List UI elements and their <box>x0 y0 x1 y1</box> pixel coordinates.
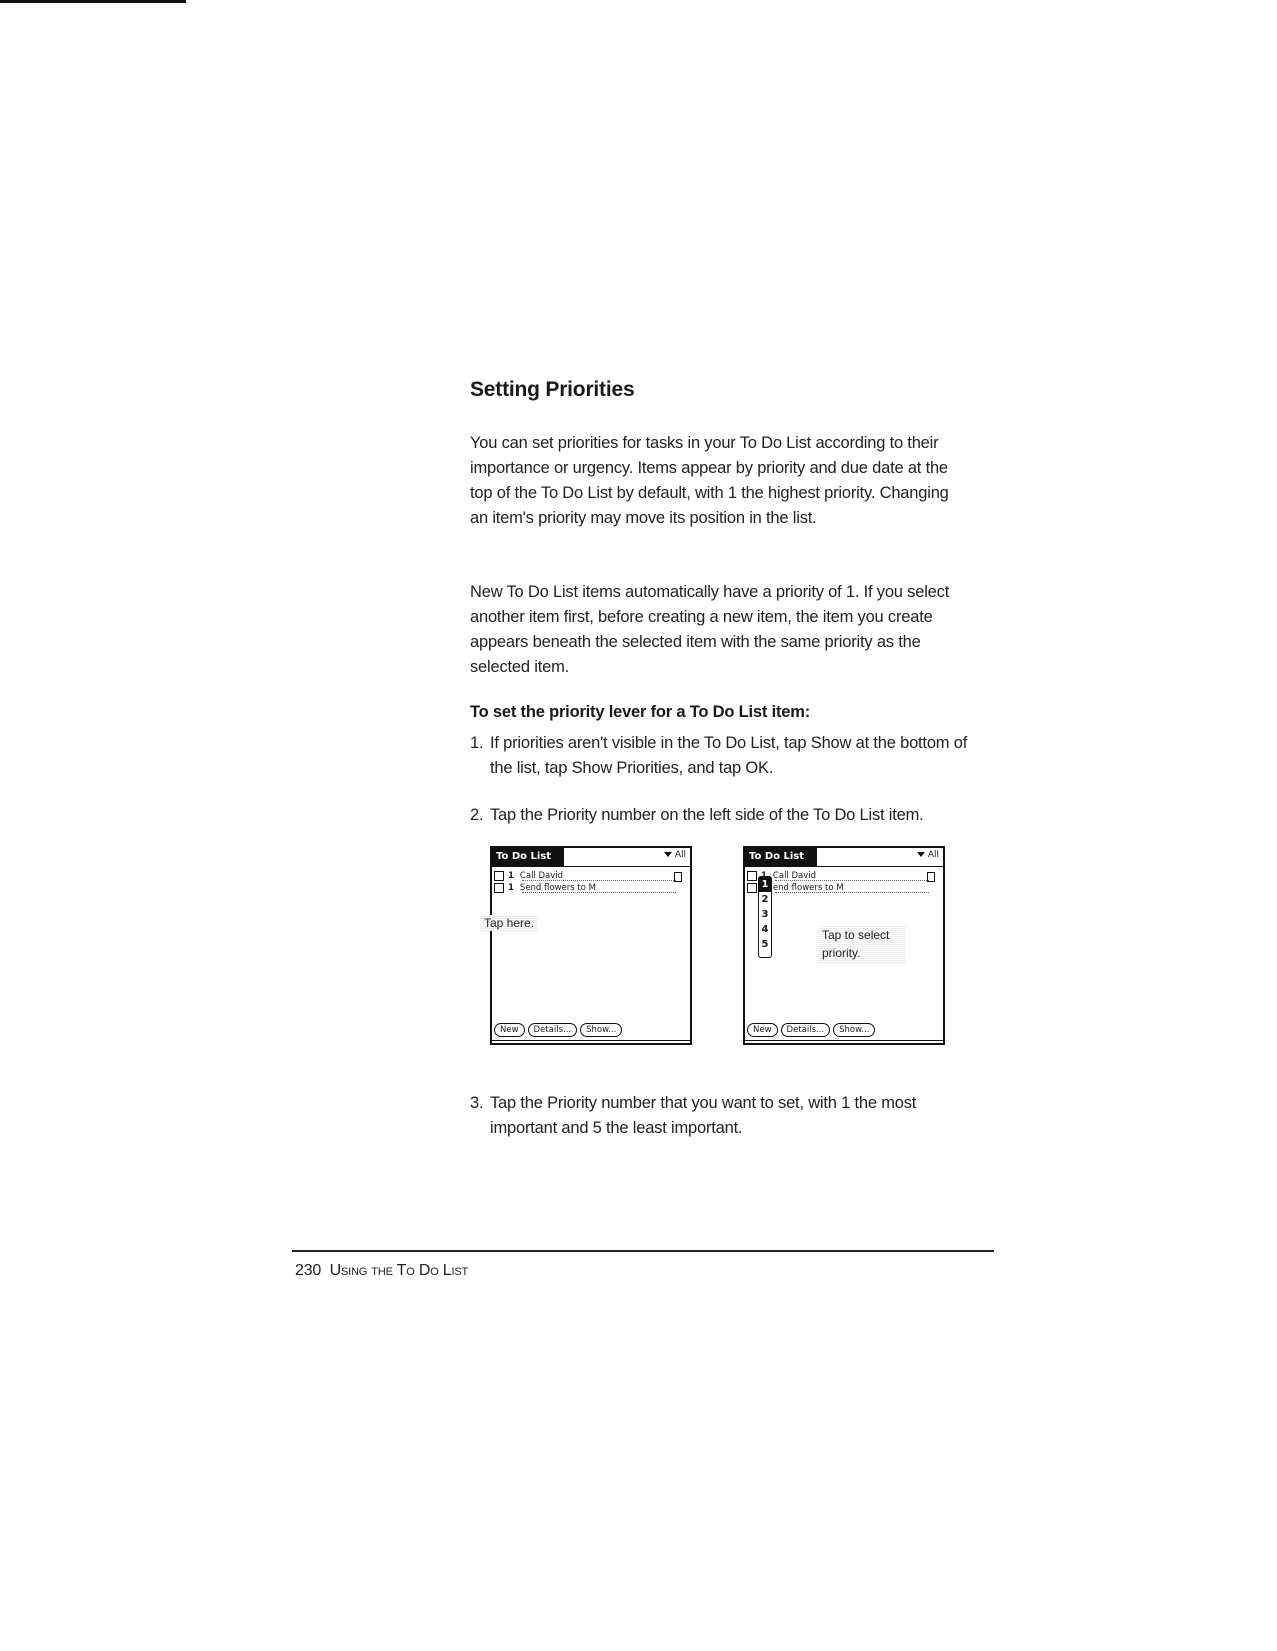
priority-option[interactable]: 1 <box>759 877 771 892</box>
procedure-heading: To set the priority lever for a To Do List item: <box>470 703 811 721</box>
section-heading: Setting Priorities <box>470 378 635 401</box>
footer-rule <box>292 1250 994 1252</box>
select-priority-callout: Tap to select priority. <box>818 925 906 963</box>
title-bar <box>492 848 690 867</box>
category-label: All <box>927 850 939 860</box>
app-title: To Do List <box>492 848 564 866</box>
button-bar <box>494 1017 625 1037</box>
show-button[interactable]: Show... <box>580 1023 622 1037</box>
dropdown-triangle-icon <box>917 852 925 857</box>
bottom-line <box>745 1040 943 1041</box>
item-text: Send flowers to M <box>519 883 596 893</box>
step-number: 2. <box>470 806 484 824</box>
list-item[interactable] <box>747 882 937 894</box>
title-bar <box>745 848 943 867</box>
app-title: To Do List <box>745 848 817 866</box>
tap-here-callout: Tap here. <box>480 915 538 931</box>
item-text: Call David <box>519 871 564 881</box>
intro-paragraph: You can set priorities for tasks in your To Do List according to their importance or urgency. Items appear by priority and due date at the top of the To Do List by default, with 1 the highest priority. Changing an item's priority may move its position in the list. <box>470 434 949 527</box>
dotted-rule <box>522 892 676 893</box>
step-1 <box>470 731 970 781</box>
button-bar <box>747 1017 878 1037</box>
checkbox[interactable] <box>747 883 757 893</box>
priority-number[interactable]: 1 <box>508 883 514 893</box>
step-number: 1. <box>470 734 484 752</box>
step-text: Tap the Priority number on the left side of the To Do List item. <box>490 806 924 824</box>
chapter-title: Using the To Do List <box>329 1262 469 1279</box>
details-button[interactable]: Details... <box>781 1023 831 1037</box>
dotted-rule <box>522 880 676 881</box>
priority-popup-list[interactable] <box>758 876 772 958</box>
step-3 <box>470 1091 970 1141</box>
priority-number[interactable]: 1 <box>508 871 514 881</box>
dotted-rule <box>775 880 929 881</box>
top-rule <box>0 0 186 3</box>
step-2 <box>470 803 970 828</box>
details-button[interactable]: Details... <box>528 1023 578 1037</box>
new-button[interactable]: New <box>494 1023 525 1037</box>
list-item[interactable] <box>494 870 684 882</box>
category-picker[interactable] <box>664 850 686 860</box>
priority-option[interactable]: 4 <box>761 924 769 935</box>
page-footer <box>295 1262 468 1280</box>
show-button[interactable]: Show... <box>833 1023 875 1037</box>
todo-screen-left <box>490 846 692 1045</box>
step-text: If priorities aren't visible in the To Do List, tap Show at the bottom of the list, tap Show Priorities, and tap OK. <box>490 734 968 777</box>
list-item[interactable] <box>494 882 684 894</box>
dotted-rule <box>775 892 929 893</box>
checkbox[interactable] <box>747 871 757 881</box>
new-button[interactable]: New <box>747 1023 778 1037</box>
list-item[interactable] <box>747 870 937 882</box>
checkbox[interactable] <box>494 883 504 893</box>
page-number: 230 <box>295 1262 322 1279</box>
checkbox[interactable] <box>494 871 504 881</box>
category-label: All <box>674 850 686 860</box>
note-icon <box>674 872 682 882</box>
new-items-paragraph: New To Do List items automatically have a priority of 1. If you select another item first, before creating a new item, the item you create appears beneath the selected item with the same priority as the selected item. <box>470 583 950 676</box>
priority-option[interactable]: 5 <box>761 939 769 950</box>
item-text: end flowers to M <box>772 883 844 893</box>
item-text: Call David <box>772 871 817 881</box>
note-icon <box>927 872 935 882</box>
bottom-line <box>492 1040 690 1041</box>
step-text: Tap the Priority number that you want to set, with 1 the most important and 5 the least important. <box>490 1094 917 1137</box>
priority-option[interactable]: 3 <box>761 909 769 920</box>
dropdown-triangle-icon <box>664 852 672 857</box>
priority-option[interactable]: 2 <box>761 894 769 905</box>
step-number: 3. <box>470 1094 484 1112</box>
category-picker[interactable] <box>917 850 939 860</box>
